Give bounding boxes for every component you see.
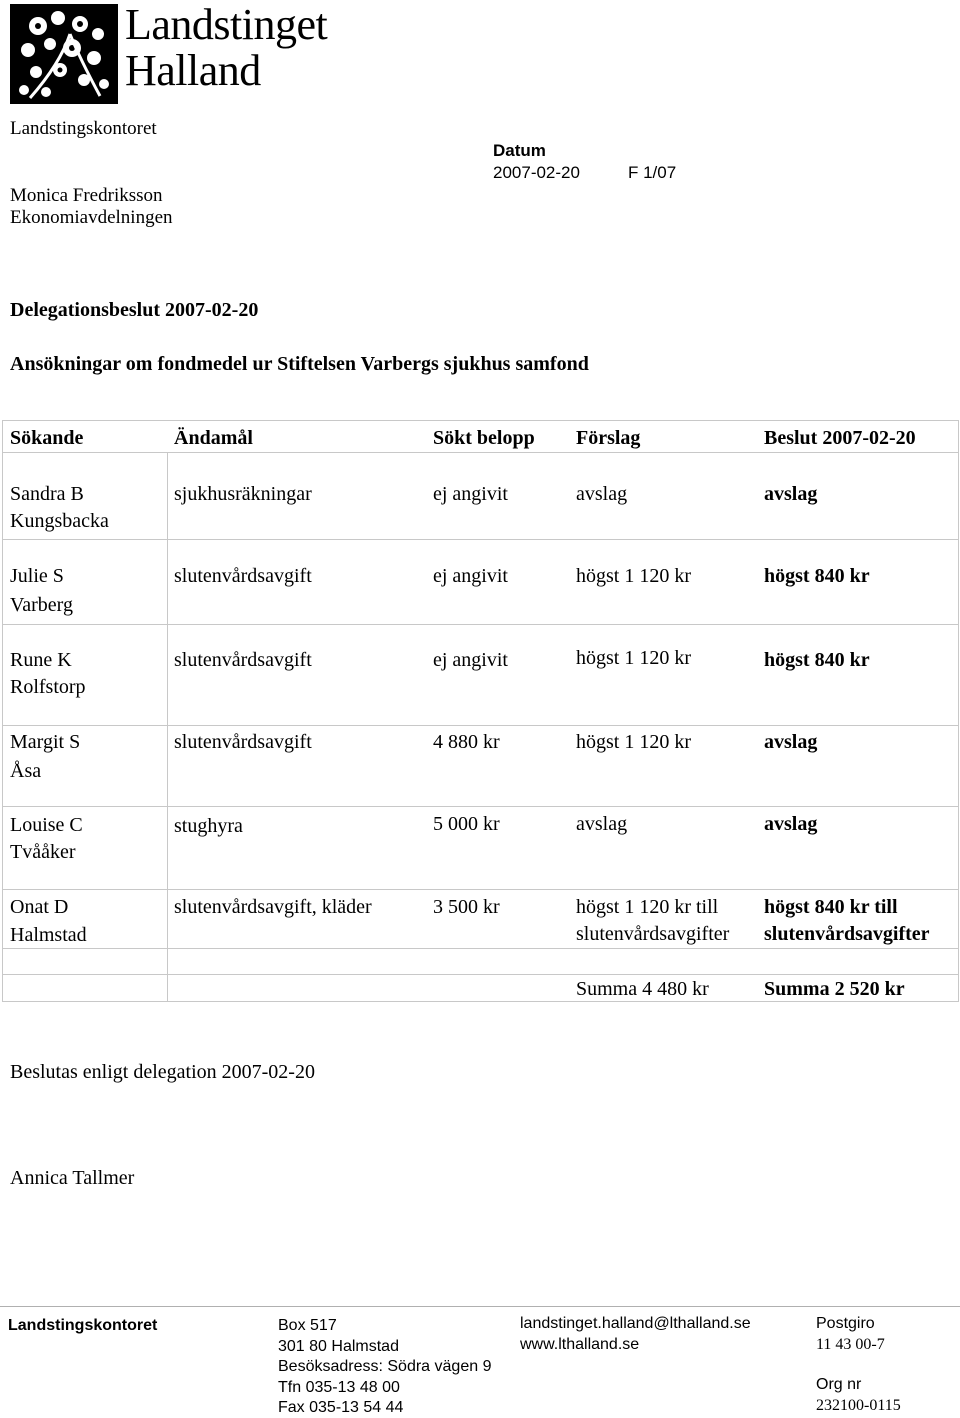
table-row-purpose: slutenvårdsavgift <box>174 731 312 753</box>
table-row-decision: avslag <box>764 731 818 753</box>
table-row-applicant-name: Louise C <box>10 814 83 836</box>
organization-name <box>125 2 327 94</box>
footer-fax: Fax 035-13 54 44 <box>278 1399 404 1416</box>
reference-number: F 1/07 <box>628 163 677 182</box>
author-department: Ekonomiavdelningen <box>10 207 173 228</box>
column-header-purpose: Ändamål <box>174 427 253 449</box>
decision-statement: Beslutas enligt delegation 2007-02-20 <box>10 1061 315 1083</box>
footer-website[interactable]: www.lthalland.se <box>520 1336 640 1353</box>
footer-postal: 301 80 Halmstad <box>278 1338 399 1355</box>
document-subtitle: Ansökningar om fondmedel ur Stiftelsen Varbergs sjukhus samfond <box>10 353 589 375</box>
office-name: Landstingskontoret <box>10 118 157 139</box>
table-row-proposal: högst 1 120 kr <box>576 565 691 587</box>
footer-phone: Tfn 035-13 48 00 <box>278 1379 400 1396</box>
table-row-amount: 4 880 kr <box>433 731 500 753</box>
author-name: Monica Fredriksson <box>10 185 163 206</box>
table-row-purpose: slutenvårdsavgift <box>174 565 312 587</box>
footer-org-value: 232100-0115 <box>816 1397 901 1414</box>
footer-box: Box 517 <box>278 1317 337 1334</box>
footer-org-label: Org nr <box>816 1376 862 1393</box>
table-row-amount: ej angivit <box>433 565 508 587</box>
table-row-applicant-name: Rune K <box>10 649 72 671</box>
table-row-applicant-place: Halmstad <box>10 924 87 946</box>
author-block <box>10 185 173 229</box>
table-row-proposal: högst 1 120 kr <box>576 731 691 753</box>
table-row-decision: högst 840 kr till <box>764 896 898 918</box>
column-header-proposal: Förslag <box>576 427 641 449</box>
org-line-2: Halland <box>125 46 261 95</box>
table-row-applicant-name: Margit S <box>10 731 81 753</box>
table-row-proposal: högst 1 120 kr <box>576 647 691 669</box>
date-label: Datum <box>493 141 546 160</box>
sum-decision: Summa 2 520 kr <box>764 978 905 1000</box>
table-row-proposal: avslag <box>576 483 628 505</box>
document-title: Delegationsbeslut 2007-02-20 <box>10 299 259 321</box>
table-row-amount: ej angivit <box>433 483 508 505</box>
sum-proposal: Summa 4 480 kr <box>576 978 709 1000</box>
table-row-decision: avslag <box>764 813 818 835</box>
footer-divider <box>0 1306 960 1307</box>
table-row-applicant-place: Tvååker <box>10 841 76 863</box>
landstinget-logo-icon <box>10 4 118 104</box>
org-line-1: Landstinget <box>125 0 328 49</box>
column-header-decision: Beslut 2007-02-20 <box>764 427 916 449</box>
footer-giro-value: 11 43 00-7 <box>816 1336 885 1353</box>
table-row-proposal: avslag <box>576 813 628 835</box>
footer-giro-label: Postgiro <box>816 1315 875 1332</box>
footer-office: Landstingskontoret <box>8 1317 158 1334</box>
signer-name: Annica Tallmer <box>10 1167 135 1189</box>
table-row-amount: ej angivit <box>433 649 508 671</box>
table-row-applicant-place: Rolfstorp <box>10 676 86 698</box>
table-row-applicant-place: Åsa <box>10 760 42 782</box>
table-row-applicant-name: Sandra B <box>10 483 84 505</box>
table-row-applicant-place: Varberg <box>10 594 73 616</box>
table-row-purpose: stughyra <box>174 815 243 837</box>
table-row-amount: 3 500 kr <box>433 896 500 918</box>
table-row-purpose: slutenvårdsavgift <box>174 649 312 671</box>
table-row-amount: 5 000 kr <box>433 813 500 835</box>
table-row-decision-cont: slutenvårdsavgifter <box>764 923 930 945</box>
applications-table <box>0 420 960 1002</box>
table-row-decision: högst 840 kr <box>764 649 870 671</box>
footer-visit-address: Besöksadress: Södra vägen 9 <box>278 1358 492 1375</box>
table-row-proposal-cont: slutenvårdsavgifter <box>576 923 730 945</box>
column-header-amount: Sökt belopp <box>433 427 535 449</box>
table-row-proposal: högst 1 120 kr till <box>576 896 719 918</box>
table-row-purpose: slutenvårdsavgift, kläder <box>174 896 372 918</box>
date-value: 2007-02-20 <box>493 163 580 182</box>
column-header-applicant: Sökande <box>10 427 84 449</box>
table-row-decision: högst 840 kr <box>764 565 870 587</box>
table-row-applicant-name: Onat D <box>10 896 69 918</box>
table-row-applicant-place: Kungsbacka <box>10 510 109 532</box>
footer-email[interactable]: landstinget.halland@lthalland.se <box>520 1315 751 1332</box>
table-row-applicant-name: Julie S <box>10 565 64 587</box>
table-row-decision: avslag <box>764 483 818 505</box>
table-row-purpose: sjukhusräkningar <box>174 483 312 505</box>
